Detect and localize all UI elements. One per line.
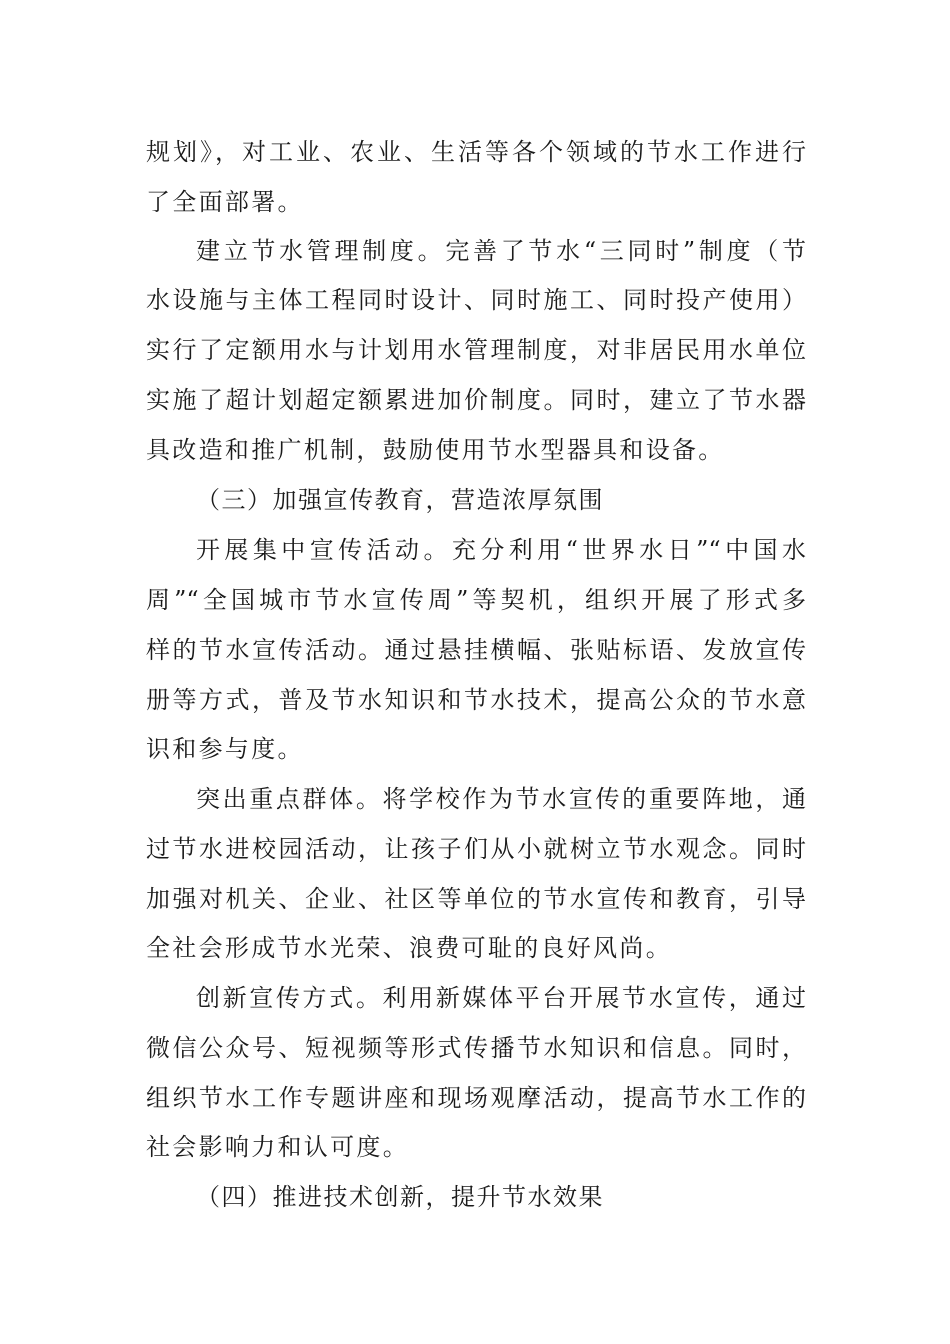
text-line: 识和参与度。 (146, 735, 304, 763)
text-line: 样的节水宣传活动。通过悬挂横幅、张贴标语、发放宣传 (146, 636, 806, 664)
text-line: 微信公众号、短视频等形式传播节水知识和信息。同时， (146, 1034, 806, 1062)
section-heading-3: （三）加强宣传教育，营造浓厚氛围 (196, 486, 604, 514)
paragraph-first-line: 创新宣传方式。利用新媒体平台开展节水宣传，通过 (196, 984, 806, 1012)
paragraph-first-line: 建立节水管理制度。完善了节水“三同时”制度（节 (196, 237, 806, 265)
text-line: 周”“全国城市节水宣传周”等契机，组织开展了形式多 (146, 586, 806, 614)
text-line: 过节水进校园活动，让孩子们从小就树立节水观念。同时 (146, 835, 806, 863)
text-line: 册等方式，普及节水知识和节水技术，提高公众的节水意 (146, 686, 806, 714)
text-line: 实施了超计划超定额累进加价制度。同时，建立了节水器 (146, 386, 806, 414)
text-line: 水设施与主体工程同时设计、同时施工、同时投产使用） (146, 286, 806, 314)
paragraph-first-line: 开展集中宣传活动。充分利用“世界水日”“中国水 (196, 536, 806, 564)
paragraph-first-line: 突出重点群体。将学校作为节水宣传的重要阵地，通 (196, 785, 806, 813)
text-line: 社会影响力和认可度。 (146, 1133, 409, 1161)
text-line: 实行了定额用水与计划用水管理制度，对非居民用水单位 (146, 336, 806, 364)
text-line: 具改造和推广机制，鼓励使用节水型器具和设备。 (146, 436, 725, 464)
text-line: 全社会形成节水光荣、浪费可耻的良好风尚。 (146, 934, 672, 962)
text-line: 规划》，对工业、农业、生活等各个领域的节水工作进行 (146, 138, 806, 166)
text-line: 组织节水工作专题讲座和现场观摩活动，提高节水工作的 (146, 1084, 806, 1112)
text-line: 加强对机关、企业、社区等单位的节水宣传和教育，引导 (146, 885, 806, 913)
section-heading-4: （四）推进技术创新，提升节水效果 (196, 1183, 604, 1211)
text-line: 了全面部署。 (146, 188, 304, 216)
